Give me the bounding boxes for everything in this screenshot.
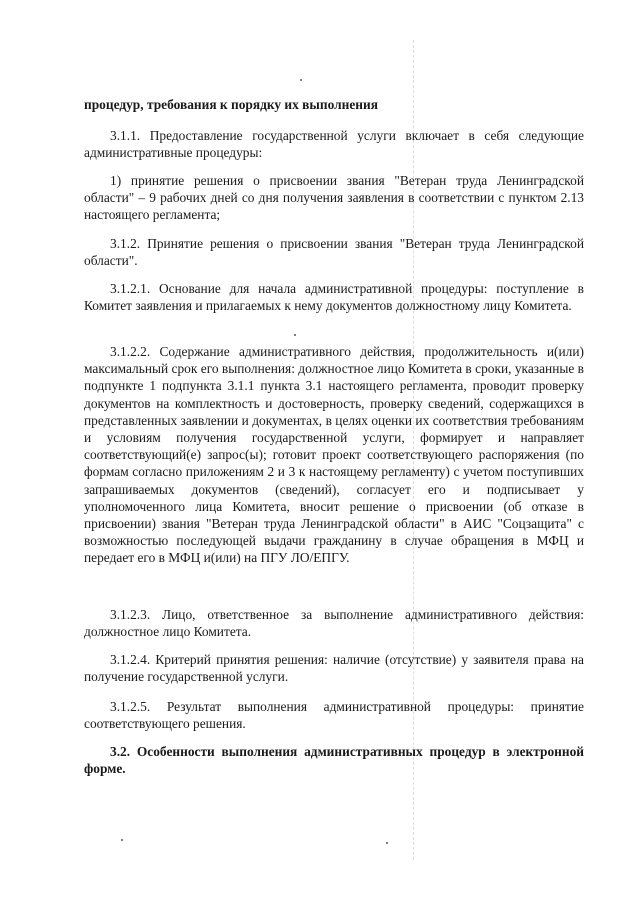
scan-speck [300,79,302,81]
paragraph-3-1-2-2: 3.1.2.2. Содержание административного действия, продолжительность и(или) максимальный срок его выполнения: должностное лицо Комитета в сроки, указанные в подпункте 1 подпункта 3.1.1 пункта 3.1 настоящего регламента, проводит проверку документов на комплектность и достоверность, проверку сведений, содержащихся в представленных заявлении и документах, в целях оценки их соответствия требованиям и условиям получения государственной услуги, формирует и направляет соответствующий(е) запрос(ы); готовит проект соответствующего распоряжения (по формам согласно приложениям 2 и 3 к настоящему регламенту) с учетом поступивших запрашиваемых документов (сведений), согласует его и подписывает у уполномоченного лица Комитета, вносит решение о присвоении (об отказе в присвоении) звания "Ветеран труда Ленинградской области" в АИС "Соцзащита" с возможностью последующей выдачи гражданину в случае обращения в МФЦ и передает его в МФЦ и(или) на ПГУ ЛО/ЕПГУ. [84,344,584,566]
heading-3-2: 3.2. Особенности выполнения административных процедур в электронной форме. [84,744,584,777]
paragraph-3-1-1: 3.1.1. Предоставление государственной услуги включает в себя следующие административные процедуры: [84,128,584,161]
scan-speck [121,839,123,841]
paragraph-3-1-2-4: 3.1.2.4. Критерий принятия решения: наличие (отсутствие) у заявителя права на получение государственной услуги. [84,652,584,685]
paragraph-item-1: 1) принятие решения о присвоении звания "Ветеран труда Ленинградской области" – 9 рабочих дней со дня получения заявления в соответствии с пунктом 2.13 настоящего регламента; [84,173,584,223]
scan-speck [386,842,388,844]
paragraph-3-1-2: 3.1.2. Принятие решения о присвоении звания "Ветеран труда Ленинградской области". [84,236,584,269]
paragraph-3-1-2-3: 3.1.2.3. Лицо, ответственное за выполнение административного действия: должностное лицо Комитета. [84,607,584,640]
paragraph-3-1-2-1: 3.1.2.1. Основание для начала административной процедуры: поступление в Комитет заявления и прилагаемых к нему документов должностному лицу Комитета. [84,281,584,314]
heading-procedures-requirements: процедур, требования к порядку их выполнения [84,97,378,112]
paragraph-3-1-2-5: 3.1.2.5. Результат выполнения административной процедуры: принятие соответствующего решения. [84,699,584,732]
scan-speck [294,334,296,336]
